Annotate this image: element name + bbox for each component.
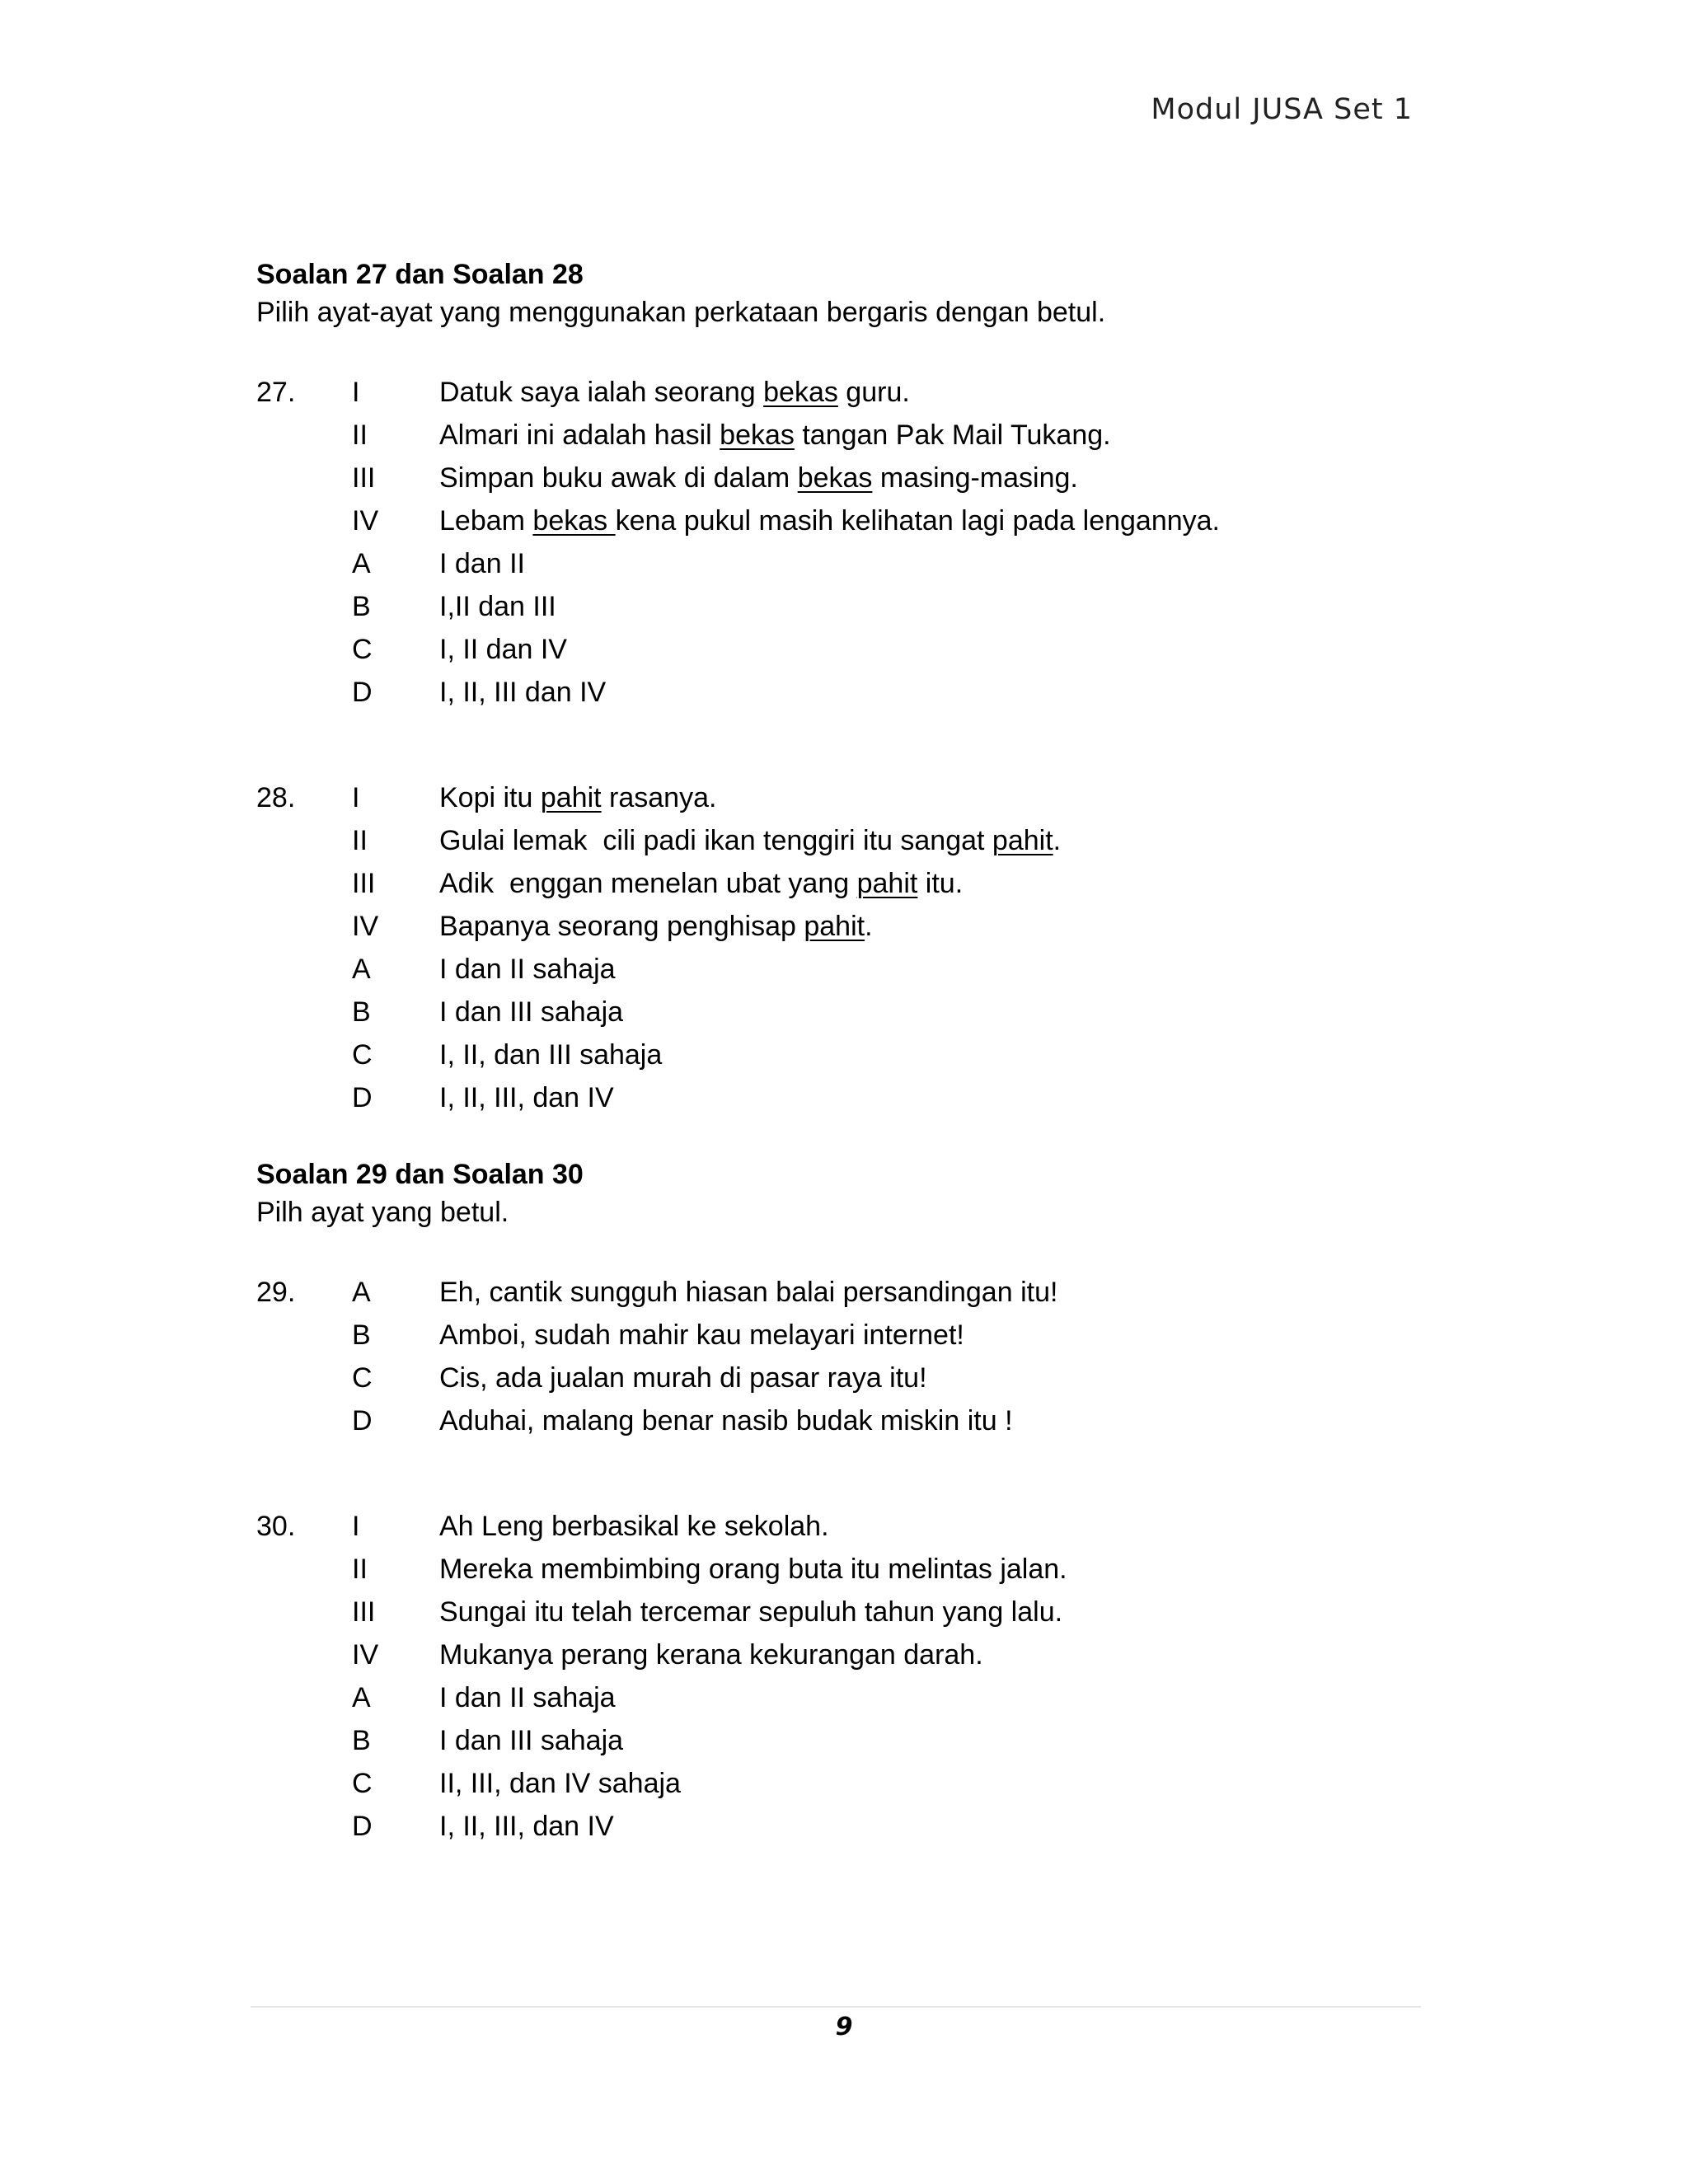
answer-option[interactable] (256, 1719, 1435, 1762)
answer-option[interactable] (256, 991, 1435, 1033)
statement-row (256, 819, 1435, 862)
section-instruction: Pilih ayat-ayat yang menggunakan perkataan bergaris dengan betul. (256, 297, 1106, 328)
section-title: Soalan 27 dan Soalan 28 (256, 259, 584, 290)
option-text: I dan III sahaja (439, 1725, 624, 1756)
underlined-word: bekas (797, 462, 873, 494)
section-29-30 (256, 1155, 1435, 1848)
answer-option[interactable] (256, 671, 1435, 714)
answer-option[interactable] (256, 1762, 1435, 1805)
option-letter: B (352, 996, 371, 1028)
option-letter: C (352, 634, 373, 665)
option-letter: B (352, 591, 371, 622)
section-instruction: Pilh ayat yang betul. (256, 1197, 509, 1228)
answer-option[interactable] (256, 1271, 1435, 1314)
statement-text: Mukanya perang kerana kekurangan darah. (439, 1639, 983, 1671)
option-text: I dan II sahaja (439, 954, 616, 985)
section-title: Soalan 29 dan Soalan 30 (256, 1159, 584, 1190)
section-27-28 (256, 255, 1435, 1119)
option-letter: B (352, 1725, 371, 1756)
footer-divider (251, 2006, 1421, 2008)
answer-option[interactable] (256, 628, 1435, 671)
answer-option[interactable] (256, 1314, 1435, 1357)
option-text: I, II dan IV (439, 634, 567, 665)
answer-option[interactable] (256, 1399, 1435, 1442)
page-number: 9 (835, 2013, 853, 2041)
statement-row (256, 1548, 1435, 1591)
underlined-word: bekas (720, 419, 795, 451)
statement-text: Kopi itu pahit rasanya. (439, 782, 717, 813)
answer-option[interactable] (256, 1076, 1435, 1119)
statement-text: Almari ini adalah hasil bekas tangan Pak Mail Tukang. (439, 419, 1111, 451)
statement-mark: IV (352, 911, 379, 942)
underlined-word: pahit (804, 911, 865, 942)
answer-option[interactable] (256, 1357, 1435, 1399)
page-content (256, 255, 1435, 1848)
option-letter: A (352, 1277, 371, 1308)
option-letter: A (352, 1682, 371, 1713)
question-number: 28. (256, 782, 296, 813)
underlined-word: pahit (540, 782, 602, 813)
statement-row (256, 499, 1435, 542)
question-28 (256, 776, 1435, 1119)
answer-option[interactable] (256, 948, 1435, 991)
statement-mark: I (352, 377, 360, 408)
statement-text: Adik enggan menelan ubat yang pahit itu. (439, 868, 964, 899)
statement-row (256, 1505, 1435, 1548)
statement-text: Ah Leng berbasikal ke sekolah. (439, 1511, 829, 1542)
statement-mark: III (352, 868, 376, 899)
underlined-word: pahit (856, 868, 918, 899)
option-text: Eh, cantik sungguh hiasan balai persandingan itu! (439, 1277, 1058, 1308)
question-29 (256, 1271, 1435, 1442)
statement-mark: II (352, 419, 368, 451)
option-letter: C (352, 1039, 373, 1071)
answer-option[interactable] (256, 542, 1435, 585)
statement-row (256, 414, 1435, 457)
option-text: I dan II (439, 548, 525, 579)
option-text: I,II dan III (439, 591, 556, 622)
answer-option[interactable] (256, 1033, 1435, 1076)
statement-row (256, 905, 1435, 948)
option-text: Aduhai, malang benar nasib budak miskin itu ! (439, 1405, 1013, 1436)
underlined-word: pahit (992, 825, 1053, 856)
option-text: I, II, III dan IV (439, 677, 607, 708)
module-header: Modul JUSA Set 1 (1151, 93, 1413, 126)
statement-text: Sungai itu telah tercemar sepuluh tahun yang lalu. (439, 1596, 1063, 1628)
option-letter: C (352, 1768, 373, 1799)
option-letter: B (352, 1319, 371, 1351)
statement-text: Datuk saya ialah seorang bekas guru. (439, 377, 910, 408)
option-letter: D (352, 1405, 373, 1436)
statement-mark: IV (352, 505, 379, 537)
option-letter: D (352, 1082, 373, 1113)
option-letter: A (352, 954, 371, 985)
option-text: Cis, ada jualan murah di pasar raya itu! (439, 1362, 927, 1394)
statement-mark: III (352, 462, 376, 494)
statement-row (256, 457, 1435, 499)
statement-mark: II (352, 825, 368, 856)
statement-text: Simpan buku awak di dalam bekas masing-masing. (439, 462, 1078, 494)
statement-row (256, 1633, 1435, 1676)
answer-option[interactable] (256, 585, 1435, 628)
question-30 (256, 1505, 1435, 1848)
option-letter: A (352, 548, 371, 579)
statement-mark: III (352, 1596, 376, 1628)
statement-text: Bapanya seorang penghisap pahit. (439, 911, 873, 942)
question-number: 29. (256, 1277, 296, 1308)
question-number: 27. (256, 377, 296, 408)
statement-text: Lebam bekas kena pukul masih kelihatan lagi pada lengannya. (439, 505, 1221, 537)
underlined-word: bekas (763, 377, 838, 408)
answer-option[interactable] (256, 1676, 1435, 1719)
statement-text: Mereka membimbing orang buta itu melintas jalan. (439, 1554, 1067, 1585)
question-number: 30. (256, 1511, 296, 1542)
statement-row (256, 1591, 1435, 1633)
option-text: Amboi, sudah mahir kau melayari internet! (439, 1319, 964, 1351)
option-text: I dan III sahaja (439, 996, 624, 1028)
option-text: I, II, III, dan IV (439, 1082, 614, 1113)
statement-row (256, 862, 1435, 905)
underlined-word: bekas (532, 505, 616, 537)
statement-mark: I (352, 1511, 360, 1542)
option-text: I dan II sahaja (439, 1682, 616, 1713)
option-letter: D (352, 1811, 373, 1842)
statement-row (256, 371, 1435, 414)
option-letter: D (352, 677, 373, 708)
statement-row (256, 776, 1435, 819)
statement-mark: IV (352, 1639, 379, 1671)
statement-mark: I (352, 782, 360, 813)
question-27 (256, 371, 1435, 714)
statement-text: Gulai lemak cili padi ikan tenggiri itu sangat pahit. (439, 825, 1062, 856)
option-letter: C (352, 1362, 373, 1394)
option-text: II, III, dan IV sahaja (439, 1768, 681, 1799)
statement-mark: II (352, 1554, 368, 1585)
option-text: I, II, dan III sahaja (439, 1039, 663, 1071)
option-text: I, II, III, dan IV (439, 1811, 614, 1842)
answer-option[interactable] (256, 1805, 1435, 1848)
